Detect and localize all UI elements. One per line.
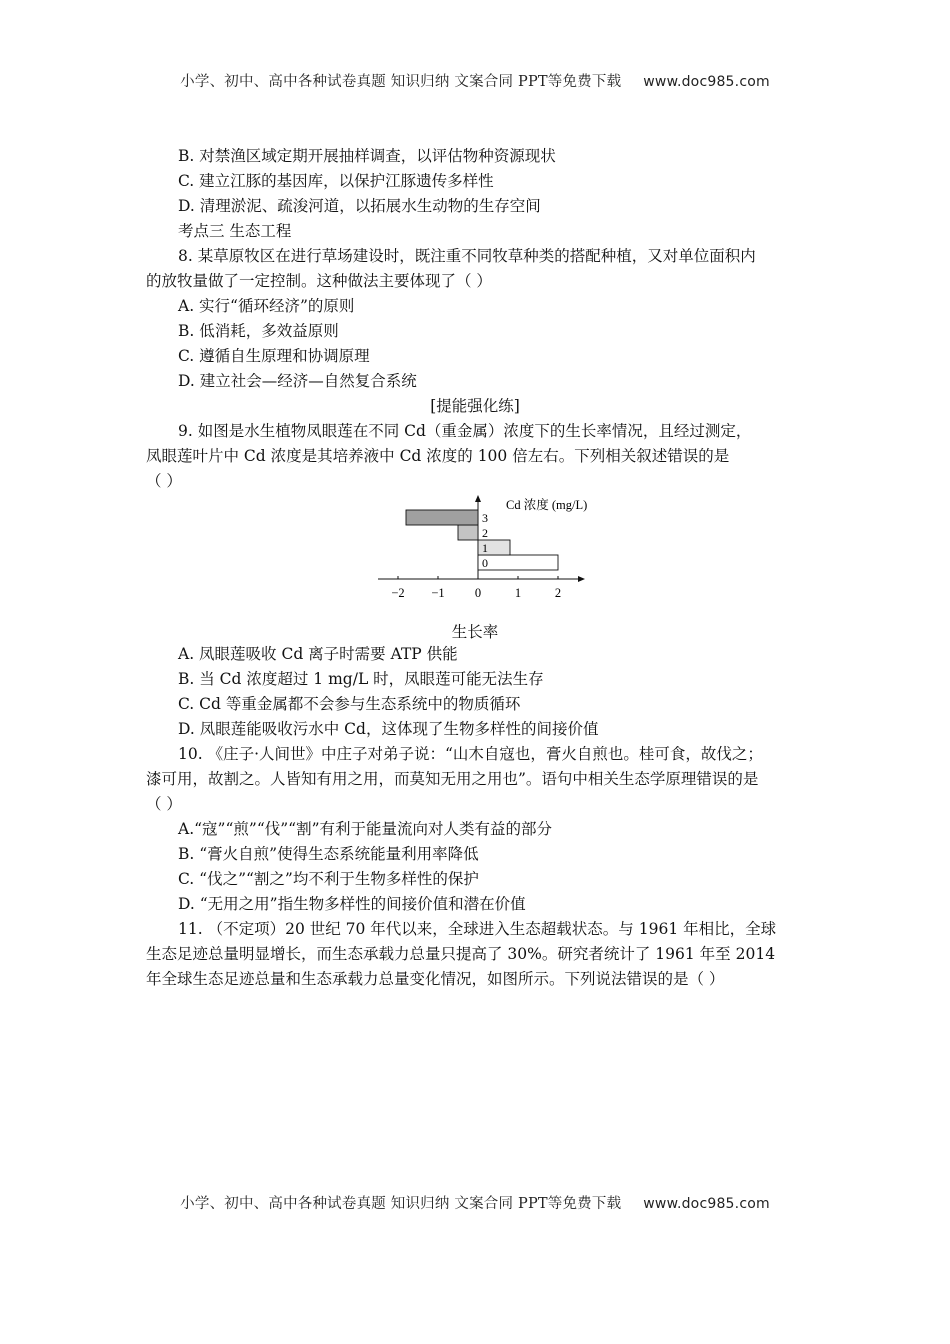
q8-option-b: B. 低消耗，多效益原则: [178, 322, 339, 340]
category-label-0: 0: [482, 556, 488, 570]
category-label-3: 3: [482, 511, 488, 525]
q9-stem-3: （ ）: [146, 472, 182, 490]
q7-option-d: D. 清理淤泥、疏浚河道，以拓展水生动物的生存空间: [178, 197, 541, 215]
q9-stem-2: 凤眼莲叶片中 Cd 浓度是其培养液中 Cd 浓度的 100 倍左右。下列相关叙述错误的是: [146, 447, 730, 465]
q8-option-a: A. 实行“循环经济”的原则: [178, 297, 355, 315]
x-tick-label-3: 1: [514, 586, 522, 600]
q10-option-d: D. “无用之用”指生物多样性的间接价值和潜在价值: [178, 895, 526, 913]
q10-stem-2: 漆可用，故割之。人皆知有用之用，而莫知无用之用也”。语句中相关生态学原理错误的是: [146, 770, 759, 788]
x-axis-arrow: [578, 576, 585, 582]
q11-stem-3: 年全球生态足迹总量和生态承载力总量变化情况，如图所示。下列说法错误的是（ ）: [146, 970, 725, 988]
category-label-2: 2: [482, 526, 488, 540]
q9-stem-1: 9. 如图是水生植物凤眼莲在不同 Cd（重金属）浓度下的生长率情况，且经过测定，: [178, 422, 752, 440]
q9-option-b: B. 当 Cd 浓度超过 1 mg/L 时，凤眼莲可能无法生存: [178, 670, 544, 688]
bar-cd-0: [478, 555, 558, 570]
x-tick-label-0: −2: [391, 586, 405, 600]
page-footer: [0, 1192, 950, 1213]
x-tick-label-4: 2: [554, 586, 562, 600]
q10-stem-1: 10. 《庄子·人间世》中庄子对弟子说：“山木自寇也，膏火自煎也。桂可食，故伐之；: [178, 745, 763, 763]
header-site[interactable]: www.doc985.com: [643, 74, 770, 90]
footer-text: 小学、初中、高中各种试卷真题 知识归纳 文案合同 PPT等免费下载: [180, 1196, 622, 1212]
q10-option-b: B. “膏火自煎”使得生态系统能量利用率降低: [178, 845, 479, 863]
q8-stem-1: 8. 某草原牧区在进行草场建设时，既注重不同牧草种类的搭配种植，又对单位面积内: [178, 247, 756, 265]
cd-growth-chart: [370, 492, 610, 604]
q8-option-c: C. 遵循自生原理和协调原理: [178, 347, 370, 365]
bar-cd-2: [458, 525, 478, 540]
q10-option-a: A.“寇”“煎”“伐”“割”有利于能量流向对人类有益的部分: [178, 820, 553, 838]
q7-option-b: B. 对禁渔区域定期开展抽样调查，以评估物种资源现状: [178, 147, 556, 165]
q9-option-a: A. 凤眼莲吸收 Cd 离子时需要 ATP 供能: [178, 645, 458, 663]
q9-option-c: C. Cd 等重金属都不会参与生态系统中的物质循环: [178, 695, 521, 713]
footer-site[interactable]: www.doc985.com: [643, 1196, 770, 1212]
q11-stem-1: 11. （不定项）20 世纪 70 年代以来，全球进入生态超载状态。与 1961 年相比，全球: [178, 920, 777, 938]
q11-stem-2: 生态足迹总量明显增长，而生态承载力总量只提高了 30%。研究者统计了 1961 年至 2014: [146, 945, 776, 963]
page-header: [0, 70, 950, 91]
chart-svg: [370, 492, 610, 604]
y-axis-arrow: [475, 495, 481, 502]
q10-stem-3: （ ）: [146, 795, 182, 813]
section-heading: 考点三 生态工程: [178, 222, 292, 240]
header-text: 小学、初中、高中各种试卷真题 知识归纳 文案合同 PPT等免费下载: [180, 74, 622, 90]
x-tick-label-2: 0: [474, 586, 482, 600]
practice-heading: [提能强化练]: [430, 397, 520, 415]
chart-title: Cd 浓度 (mg/L): [506, 498, 588, 512]
q7-option-c: C. 建立江豚的基因库，以保护江豚遗传多样性: [178, 172, 494, 190]
q10-option-c: C. “伐之”“割之”均不利于生物多样性的保护: [178, 870, 479, 888]
category-label-1: 1: [482, 541, 488, 555]
bar-cd-3: [406, 510, 478, 525]
x-tick-label-1: −1: [431, 586, 445, 600]
q9-option-d: D. 凤眼莲能吸收污水中 Cd，这体现了生物多样性的间接价值: [178, 720, 599, 738]
q8-stem-2: 的放牧量做了一定控制。这种做法主要体现了（ ）: [146, 272, 492, 290]
chart-xlabel: 生长率: [451, 623, 499, 641]
q8-option-d: D. 建立社会—经济—自然复合系统: [178, 372, 417, 390]
